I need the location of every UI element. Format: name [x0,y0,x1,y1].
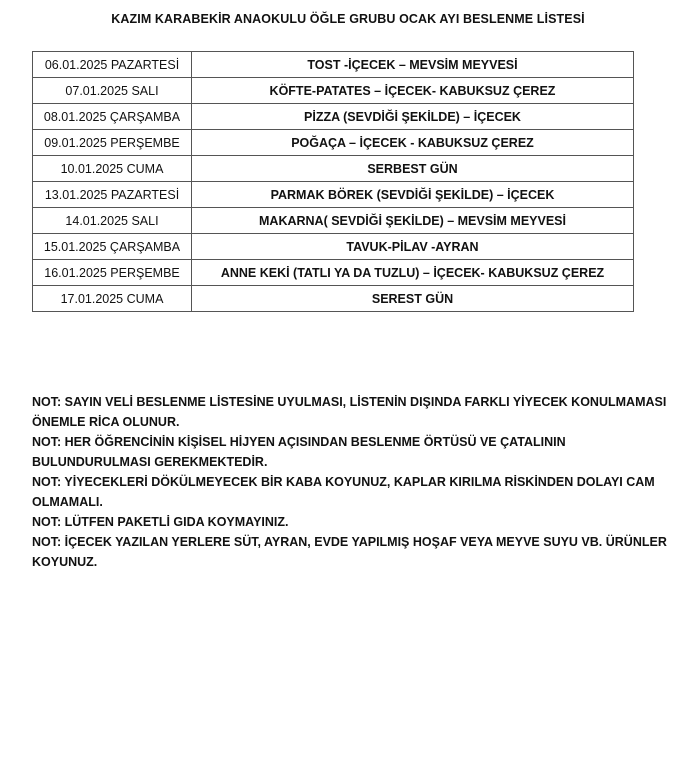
table-row [33,52,634,78]
table-row [33,234,634,260]
table-row [33,208,634,234]
date-cell: 16.01.2025 PERŞEMBE [33,260,192,286]
date-cell: 09.01.2025 PERŞEMBE [33,130,192,156]
food-cell: SERBEST GÜN [192,156,634,182]
food-cell: SEREST GÜN [192,286,634,312]
note-line: NOT: HER ÖĞRENCİNİN KİŞİSEL HİJYEN AÇISINDAN BESLENME ÖRTÜSÜ VE ÇATALININ [32,435,566,449]
table-row [33,286,634,312]
date-cell: 10.01.2025 CUMA [33,156,192,182]
food-cell: TOST -İÇECEK – MEVSİM MEYVESİ [192,52,634,78]
notes-section [32,392,682,572]
document-title: KAZIM KARABEKİR ANAOKULU ÖĞLE GRUBU OCAK AYI BESLENME LİSTESİ [111,12,585,26]
food-cell: MAKARNA( SEVDİĞİ ŞEKİLDE) – MEVSİM MEYVESİ [192,208,634,234]
date-cell: 17.01.2025 CUMA [33,286,192,312]
date-cell: 14.01.2025 SALI [33,208,192,234]
note-line: OLMAMALI. [32,495,103,509]
food-cell: TAVUK-PİLAV -AYRAN [192,234,634,260]
table-row [33,104,634,130]
note-line: NOT: İÇECEK YAZILAN YERLERE SÜT, AYRAN, EVDE YAPILMIŞ HOŞAF VEYA MEYVE SUYU VB. ÜRÜNLER [32,535,667,549]
date-cell: 13.01.2025 PAZARTESİ [33,182,192,208]
table-row [33,130,634,156]
table-row [33,156,634,182]
date-cell: 07.01.2025 SALI [33,78,192,104]
note-line: NOT: YİYECEKLERİ DÖKÜLMEYECEK BİR KABA KOYUNUZ, KAPLAR KIRILMA RİSKİNDEN DOLAYI CAM [32,475,655,489]
note-line: NOT: SAYIN VELİ BESLENME LİSTESİNE UYULMASI, LİSTENİN DIŞINDA FARKLI YİYECEK KONULMAMASI [32,395,667,409]
table-row [33,260,634,286]
note-line: BULUNDURULMASI GEREKMEKTEDİR. [32,455,268,469]
date-cell: 08.01.2025 ÇARŞAMBA [33,104,192,130]
date-cell: 06.01.2025 PAZARTESİ [33,52,192,78]
note-line: NOT: LÜTFEN PAKETLİ GIDA KOYMAYINIZ. [32,515,289,529]
food-cell: PARMAK BÖREK (SEVDİĞİ ŞEKİLDE) – İÇECEK [192,182,634,208]
food-cell: POĞAÇA – İÇECEK - KABUKSUZ ÇEREZ [192,130,634,156]
food-cell: PİZZA (SEVDİĞİ ŞEKİLDE) – İÇECEK [192,104,634,130]
menu-table [32,51,634,312]
note-line: KOYUNUZ. [32,555,98,569]
table-row [33,78,634,104]
date-cell: 15.01.2025 ÇARŞAMBA [33,234,192,260]
food-cell: KÖFTE-PATATES – İÇECEK- KABUKSUZ ÇEREZ [192,78,634,104]
table-row [33,182,634,208]
note-line: ÖNEMLE RİCA OLUNUR. [32,415,180,429]
food-cell: ANNE KEKİ (TATLI YA DA TUZLU) – İÇECEK- KABUKSUZ ÇEREZ [192,260,634,286]
menu-table-body [33,52,634,312]
